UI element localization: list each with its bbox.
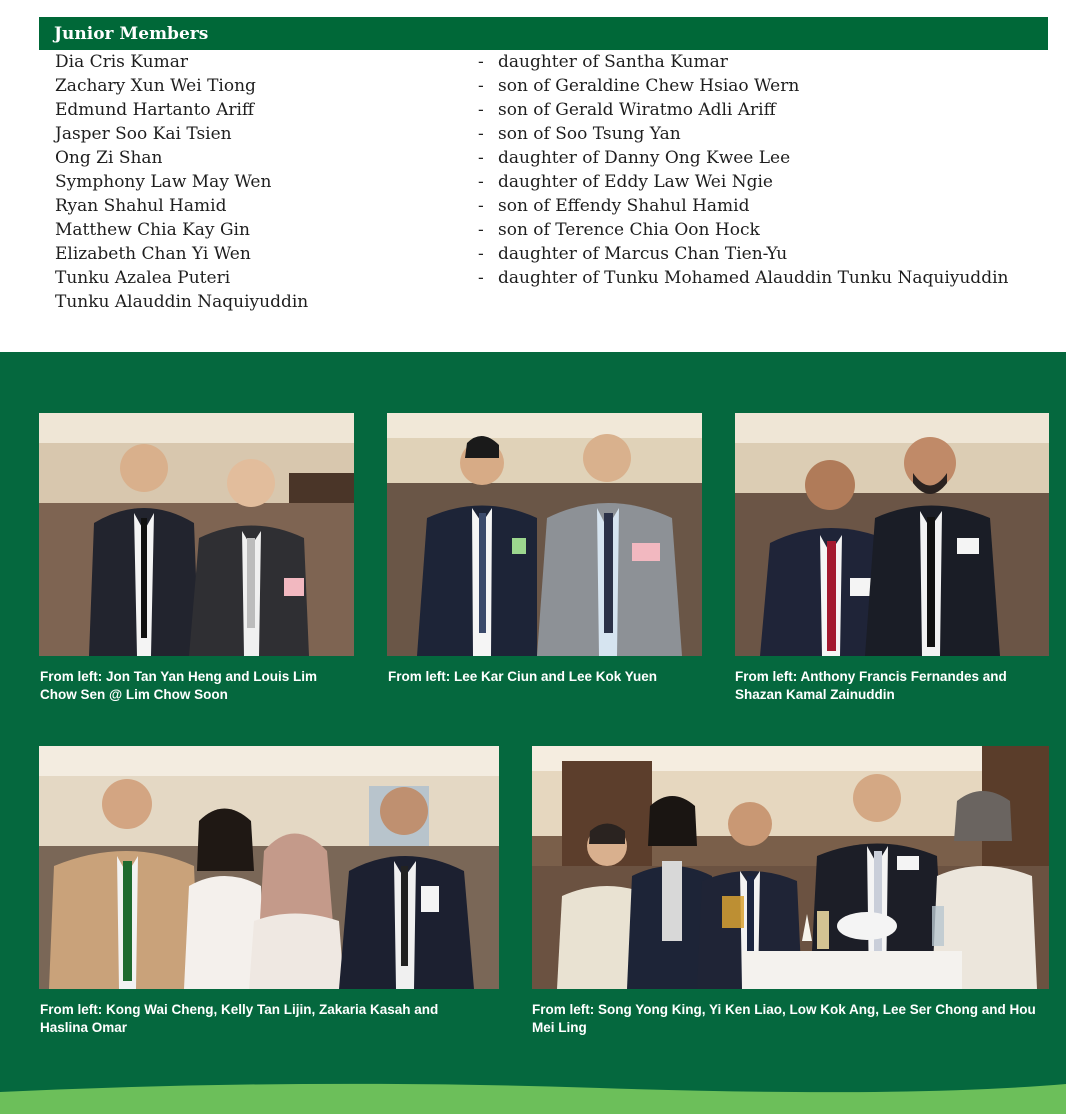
caption-line: Haslina Omar	[40, 1020, 128, 1035]
photo-caption	[40, 668, 360, 704]
event-photo	[735, 413, 1049, 656]
member-name: Ong Zi Shan	[55, 148, 163, 168]
caption-line: Shazan Kamal Zainuddin	[735, 687, 895, 702]
member-relation: daughter of Santha Kumar	[498, 52, 728, 72]
section-title: Junior Members	[54, 23, 209, 44]
member-relation: son of Effendy Shahul Hamid	[498, 196, 750, 216]
member-name: Edmund Hartanto Ariff	[55, 100, 254, 120]
member-name: Zachary Xun Wei Tiong	[55, 76, 256, 96]
member-relation: son of Terence Chia Oon Hock	[498, 220, 760, 240]
member-row	[0, 74, 1066, 98]
member-row	[0, 290, 1066, 314]
caption-line: Mei Ling	[532, 1020, 587, 1035]
member-relation: daughter of Marcus Chan Tien-Yu	[498, 244, 788, 264]
dash: -	[478, 268, 484, 288]
dash: -	[478, 100, 484, 120]
photo-caption	[735, 668, 1055, 704]
member-relation: daughter of Eddy Law Wei Ngie	[498, 172, 773, 192]
dash: -	[478, 148, 484, 168]
member-row	[0, 170, 1066, 194]
decorative-wave	[0, 1080, 1066, 1114]
caption-line: From left: Lee Kar Ciun and Lee Kok Yuen	[388, 669, 658, 684]
dash: -	[478, 220, 484, 240]
member-row	[0, 122, 1066, 146]
member-row	[0, 266, 1066, 290]
member-row	[0, 194, 1066, 218]
member-relation: son of Geraldine Chew Hsiao Wern	[498, 76, 800, 96]
member-row	[0, 98, 1066, 122]
caption-line: From left: Kong Wai Cheng, Kelly Tan Lijin, Zakaria Kasah and	[40, 1002, 439, 1017]
member-relation: son of Soo Tsung Yan	[498, 124, 681, 144]
dash: -	[478, 124, 484, 144]
member-name: Tunku Azalea Puteri	[55, 268, 231, 288]
member-relation: son of Gerald Wiratmo Adli Ariff	[498, 100, 776, 120]
member-name: Dia Cris Kumar	[55, 52, 188, 72]
member-name: Symphony Law May Wen	[55, 172, 272, 192]
photo-caption	[40, 1001, 510, 1037]
caption-line: From left: Anthony Francis Fernandes and	[735, 669, 1007, 684]
dash: -	[478, 196, 484, 216]
dash: -	[478, 76, 484, 96]
photo-caption	[388, 668, 708, 686]
photo-caption	[532, 1001, 1057, 1037]
caption-line: From left: Song Yong King, Yi Ken Liao, Low Kok Ang, Lee Ser Chong and Hou	[532, 1002, 1036, 1017]
member-name: Jasper Soo Kai Tsien	[55, 124, 232, 144]
dash: -	[478, 172, 484, 192]
junior-members-list	[0, 50, 1066, 314]
event-photo	[39, 413, 354, 656]
member-name: Elizabeth Chan Yi Wen	[55, 244, 251, 264]
member-row	[0, 242, 1066, 266]
member-relation: daughter of Tunku Mohamed Alauddin Tunku Naquiyuddin	[498, 268, 1009, 288]
event-photo	[39, 746, 499, 989]
member-relation: daughter of Danny Ong Kwee Lee	[498, 148, 791, 168]
member-name: Matthew Chia Kay Gin	[55, 220, 250, 240]
event-photo	[387, 413, 702, 656]
member-row	[0, 50, 1066, 74]
member-row	[0, 218, 1066, 242]
event-photo	[532, 746, 1049, 989]
member-name: Tunku Alauddin Naquiyuddin	[55, 292, 309, 312]
member-name: Ryan Shahul Hamid	[55, 196, 227, 216]
dash: -	[478, 52, 484, 72]
section-header	[39, 17, 1048, 50]
dash: -	[478, 244, 484, 264]
member-row	[0, 146, 1066, 170]
caption-line: Chow Sen @ Lim Chow Soon	[40, 687, 228, 702]
caption-line: From left: Jon Tan Yan Heng and Louis Lim	[40, 669, 318, 684]
